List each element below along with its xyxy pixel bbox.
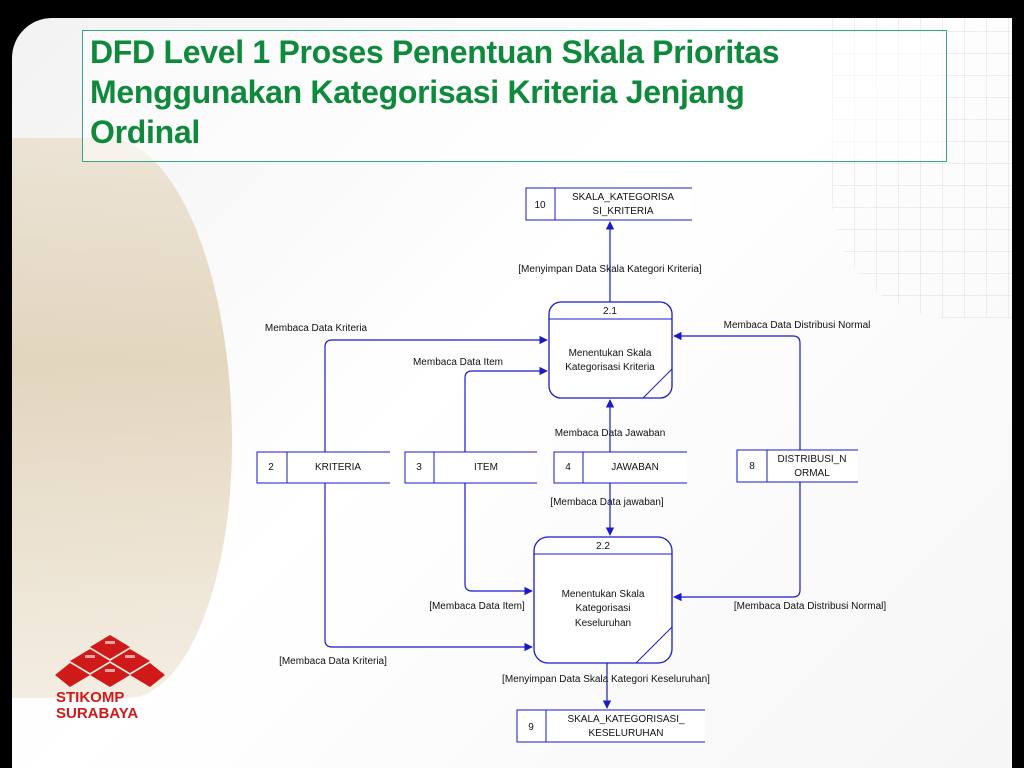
datastore-10-label-2: SI_KRITERIA: [592, 206, 654, 217]
process-2-2: [534, 537, 672, 663]
logo-line-2: SURABAYA: [56, 705, 139, 722]
flow-read-distribusi-top: [674, 336, 800, 450]
datastore-3-number: 3: [416, 462, 422, 473]
flow-label-read-item-bottom: [Membaca Data Item]: [429, 601, 525, 612]
datastore-9: [517, 710, 705, 742]
process-2-1-id: 2.1: [603, 306, 617, 317]
flow-label-read-distribusi-bottom: [Membaca Data Distribusi Normal]: [733, 601, 887, 612]
datastore-8-label-2: ORMAL: [794, 468, 830, 479]
slide-title: DFD Level 1 Proses Penentuan Skala Prioritas Menggunakan Kategorisasi Kriteria Jenjang Ordinal: [90, 34, 780, 150]
flow-read-item-bottom: [465, 483, 532, 591]
flow-label-read-jawaban-bottom: [Membaca Data jawaban]: [550, 497, 664, 508]
datastore-3-label: ITEM: [474, 462, 498, 473]
datastore-8-label-1: DISTRIBUSI_N: [777, 454, 847, 465]
datastore-4-label: JAWABAN: [611, 462, 659, 473]
process-2-1: [549, 302, 672, 398]
datastore-10-label-1: SKALA_KATEGORISA: [571, 192, 675, 203]
process-2-2-label-1: Menentukan Skala: [561, 589, 645, 600]
datastore-8: [737, 450, 858, 482]
process-2-2-label-3: Keseluruhan: [574, 618, 632, 629]
datastore-2-number: 2: [268, 462, 274, 473]
process-2-1-label-1: Menentukan Skala: [568, 348, 652, 359]
process-2-2-id: 2.2: [596, 541, 610, 552]
datastore-2-label: KRITERIA: [314, 462, 362, 473]
datastore-10-number: 10: [534, 200, 546, 211]
flow-label-read-item-top: Membaca Data Item: [412, 357, 504, 368]
flow-label-read-kriteria-top: Membaca Data Kriteria: [264, 323, 368, 334]
datastore-10: [526, 188, 692, 220]
process-2-1-label-2: Kategorisasi Kriteria: [565, 362, 655, 373]
flow-label-read-jawaban-top: Membaca Data Jawaban: [554, 428, 666, 439]
datastore-4-number: 4: [565, 462, 571, 473]
flow-label-save-kriteria: [Menyimpan Data Skala Kategori Kriteria]: [518, 264, 702, 275]
flow-label-save-keseluruhan: [Menyimpan Data Skala Kategori Keseluruhan]: [502, 674, 710, 685]
datastore-9-label-1: SKALA_KATEGORISASI_: [567, 714, 685, 725]
flow-label-read-distribusi-top: Membaca Data Distribusi Normal: [723, 320, 871, 331]
datastore-2: [257, 452, 390, 483]
flow-read-kriteria-bottom: [325, 483, 532, 647]
datastore-8-number: 8: [749, 461, 755, 472]
flow-label-read-kriteria-bottom: [Membaca Data Kriteria]: [279, 656, 387, 667]
process-2-2-label-2: Kategorisasi: [575, 603, 631, 614]
flow-read-distribusi-bottom: [674, 482, 800, 597]
flow-read-item-top: [465, 371, 547, 452]
datastore-9-number: 9: [528, 722, 534, 733]
logo-line-1: STIKOMP: [56, 689, 125, 706]
datastore-9-label-2: KESELURUHAN: [588, 728, 664, 739]
datastore-3: [405, 452, 537, 483]
datastore-4: [554, 452, 687, 483]
